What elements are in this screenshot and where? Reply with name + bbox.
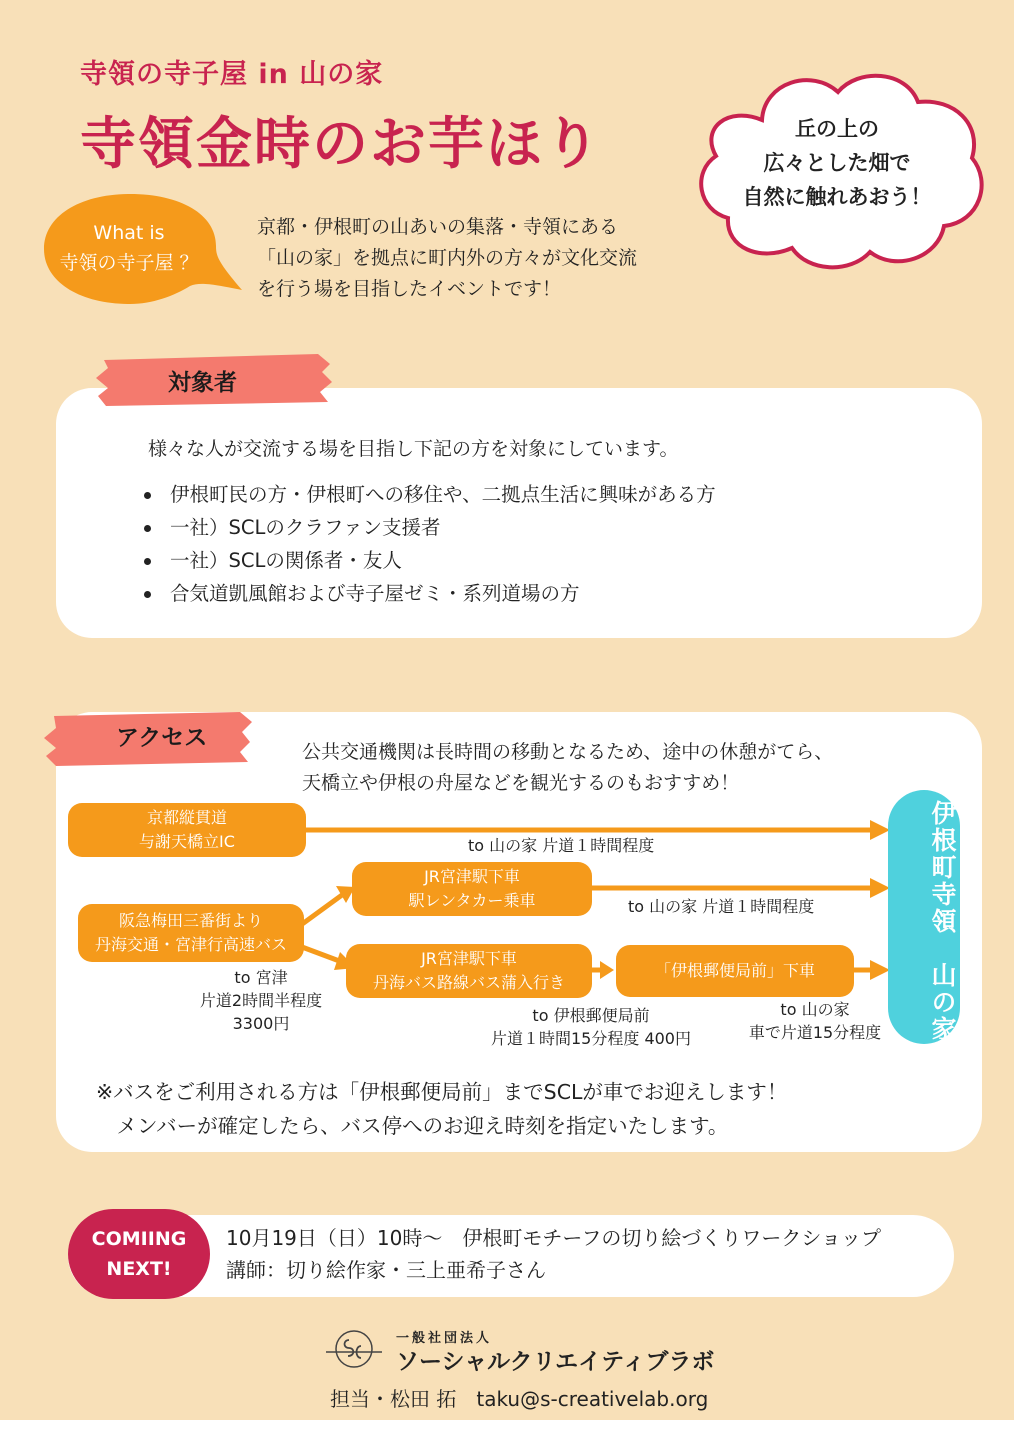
destination-label: 伊根町寺領 山の家 — [928, 799, 957, 1043]
note-line: to 宮津 — [234, 968, 288, 987]
badge-line: COMIING — [91, 1228, 187, 1250]
badge-line: NEXT! — [106, 1258, 172, 1280]
intro-line: 京都・伊根町の山あいの集落・寺領にある — [257, 216, 619, 238]
cloud-line: 丘の上の — [795, 117, 879, 141]
org-logo-icon — [326, 1324, 382, 1374]
note-line: to 山の家 — [780, 1000, 850, 1019]
route-note-stop — [736, 998, 894, 1044]
org-name: ソーシャルクリエイティブラボ — [396, 1349, 715, 1375]
box-line: 与謝天橋立IC — [139, 832, 235, 851]
intro-line: を行う場を目指したイベントです！ — [257, 278, 562, 300]
route-note-bus — [476, 1004, 706, 1050]
box-line: 丹海交通・宮津行高速バス — [94, 935, 287, 954]
route-box-stop — [616, 945, 854, 997]
note-line: to 伊根郵便局前 — [532, 1006, 650, 1025]
access-heading: アクセス — [116, 725, 208, 751]
target-heading: 対象者 — [168, 370, 237, 396]
pickup-note — [96, 1075, 787, 1143]
cloud-line: 広々とした畑で — [763, 151, 911, 175]
list-item: 合気道凱風館および寺子屋ゼミ・系列道場の方 — [140, 577, 716, 610]
target-lead: 様々な人が交流する場を目指し下記の方を対象にしています。 — [148, 438, 679, 460]
route-box-origin — [78, 904, 304, 962]
bubble-line-1: What is — [93, 222, 165, 244]
note-line: 3300円 — [232, 1014, 290, 1033]
route-note: to 山の家 片道１時間程度 — [628, 897, 815, 916]
event-subtitle: 寺領の寺子屋 in 山の家 — [80, 59, 384, 90]
intro-line: 「山の家」を拠点に町内外の方々が文化交流 — [257, 247, 638, 269]
route-box-bus — [346, 944, 592, 998]
bubble-line-2: 寺領の寺子屋 ？ — [59, 252, 199, 274]
box-line: JR宮津駅下車 — [421, 949, 517, 968]
route-note: to 山の家 片道１時間程度 — [468, 836, 655, 855]
list-item: 伊根町民の方・伊根町への移住や、二拠点生活に興味がある方 — [140, 478, 716, 511]
coming-text — [226, 1222, 881, 1286]
box-line: JR宮津駅下車 — [424, 867, 520, 886]
route-note-origin — [186, 966, 336, 1035]
route-box-expressway — [68, 803, 306, 857]
page-edge-right — [1014, 0, 1024, 1436]
contact-info: 担当・松田 拓 taku@s-creativelab.org — [330, 1387, 709, 1411]
note-line: 車で片道15分程度 — [748, 1023, 882, 1042]
event-title: 寺領金時のお芋ほり — [80, 112, 602, 177]
box-line: 京都縦貫道 — [146, 808, 227, 827]
list-item: 一社）SCLのクラファン支援者 — [140, 511, 716, 544]
coming-line: 10月19日（日）10時〜 伊根町モチーフの切り絵づくりワークショップ — [226, 1226, 881, 1250]
coming-next-badge — [68, 1209, 210, 1299]
page-edge-bottom — [0, 1420, 1024, 1436]
box-line: 駅レンタカー乗車 — [408, 891, 536, 910]
pickup-line: ※バスをご利用される方は「伊根郵便局前」までSCLが車でお迎えします！ — [96, 1080, 788, 1104]
coming-line: 講師：切り絵作家・三上亜希子さん — [226, 1258, 546, 1282]
box-line: 「伊根郵便局前」下車 — [654, 961, 815, 980]
access-lead-line: 天橋立や伊根の舟屋などを観光するのもおすすめ！ — [302, 772, 740, 794]
access-lead-line: 公共交通機関は長時間の移動となるため、途中の休憩がてら、 — [302, 741, 834, 763]
box-line: 丹海バス路線バス蒲入行き — [372, 973, 565, 992]
pickup-line: メンバーが確定したら、バス停へのお迎え時刻を指定いたします。 — [96, 1114, 729, 1138]
org-type: 一般社団法人 — [396, 1331, 493, 1346]
note-line: 片道１時間15分程度 400円 — [491, 1029, 691, 1048]
note-line: 片道2時間半程度 — [199, 991, 323, 1010]
cloud-line: 自然に触れあおう！ — [742, 185, 932, 209]
box-line: 阪急梅田三番街より — [118, 911, 263, 930]
list-item: 一社）SCLの関係者・友人 — [140, 544, 716, 577]
route-box-rental — [352, 862, 592, 916]
